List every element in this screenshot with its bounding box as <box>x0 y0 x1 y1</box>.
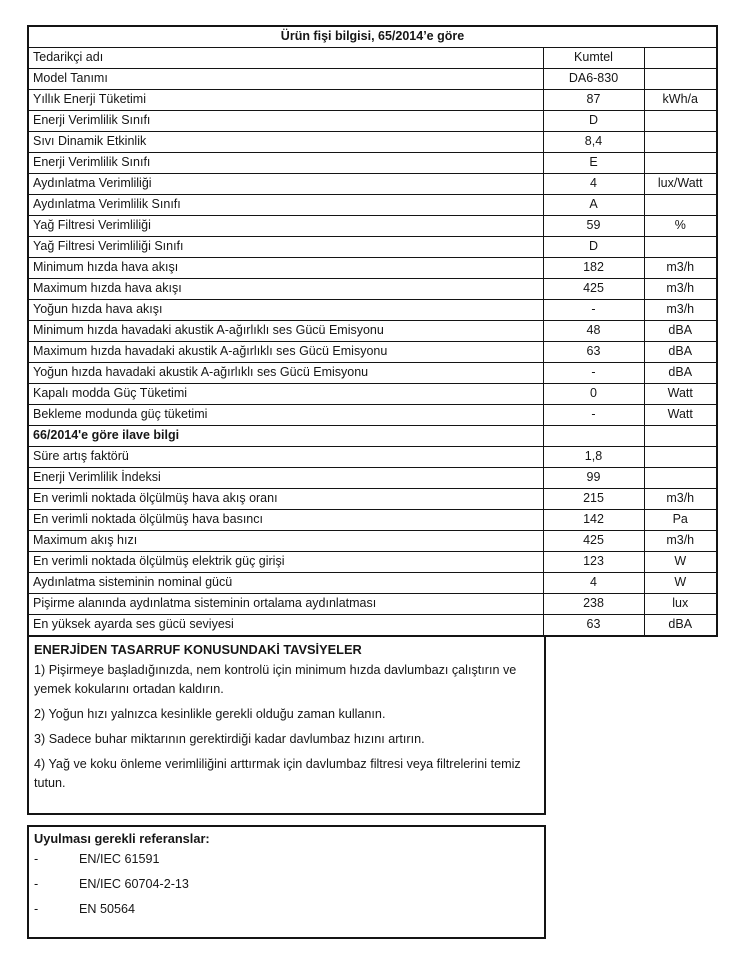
reference-item <box>34 852 537 866</box>
fiche-row <box>28 615 717 637</box>
fiche-row <box>28 594 717 615</box>
fiche-row-value: D <box>543 237 644 258</box>
fiche-row <box>28 531 717 552</box>
advice-list <box>34 661 537 792</box>
fiche-row-unit: W <box>644 573 717 594</box>
reference-text: EN/IEC 60704-2-13 <box>79 876 189 891</box>
fiche-row-value: 238 <box>543 594 644 615</box>
fiche-row-label: Kapalı modda Güç Tüketimi <box>28 384 543 405</box>
fiche-row-label: Minimum hızda havadaki akustik A-ağırlıklı ses Gücü Emisyonu <box>28 321 543 342</box>
reference-text: EN/IEC 61591 <box>79 851 160 866</box>
fiche-title: Ürün fişi bilgisi, 65/2014’e göre <box>28 26 717 48</box>
fiche-row-unit: lux <box>644 594 717 615</box>
fiche-row <box>28 132 717 153</box>
fiche-row-value: - <box>543 300 644 321</box>
fiche-row-label: En verimli noktada ölçülmüş hava akış oranı <box>28 489 543 510</box>
fiche-row-value: 4 <box>543 573 644 594</box>
fiche-row-value: 87 <box>543 90 644 111</box>
fiche-row <box>28 153 717 174</box>
fiche-row <box>28 237 717 258</box>
fiche-row <box>28 342 717 363</box>
fiche-row <box>28 489 717 510</box>
fiche-row-value: 48 <box>543 321 644 342</box>
fiche-row-unit: m3/h <box>644 279 717 300</box>
fiche-row <box>28 300 717 321</box>
fiche-row <box>28 363 717 384</box>
fiche-row-label: 66/2014'e göre ilave bilgi <box>28 426 543 447</box>
fiche-row-label: Yağ Filtresi Verimliliği <box>28 216 543 237</box>
energy-saving-advice-box <box>27 635 546 815</box>
fiche-row-label: En verimli noktada ölçülmüş elektrik güç girişi <box>28 552 543 573</box>
fiche-row-unit <box>644 468 717 489</box>
fiche-row-unit <box>644 48 717 69</box>
references-box <box>27 825 546 939</box>
fiche-row-unit: dBA <box>644 363 717 384</box>
reference-dash: - <box>34 851 39 866</box>
fiche-row-unit: % <box>644 216 717 237</box>
fiche-row-unit: Pa <box>644 510 717 531</box>
fiche-row-value: A <box>543 195 644 216</box>
fiche-row-value: 59 <box>543 216 644 237</box>
fiche-row-value: DA6-830 <box>543 69 644 90</box>
fiche-row <box>28 426 717 447</box>
fiche-row-value: D <box>543 111 644 132</box>
reference-dash: - <box>34 901 39 916</box>
reference-item <box>34 877 537 891</box>
fiche-row-label: Süre artış faktörü <box>28 447 543 468</box>
fiche-row-unit: m3/h <box>644 531 717 552</box>
advice-item: 4) Yağ ve koku önleme verimliliğini arttırmak için davlumbaz filtresi veya filtrelerini temiz tutun. <box>34 756 521 790</box>
fiche-row <box>28 258 717 279</box>
references-heading: Uyulması gerekli referanslar: <box>34 830 210 846</box>
fiche-row-label: Yoğun hızda havadaki akustik A-ağırlıklı ses Gücü Emisyonu <box>28 363 543 384</box>
fiche-row-value: 425 <box>543 279 644 300</box>
fiche-row-label: Maximum akış hızı <box>28 531 543 552</box>
fiche-row-value: - <box>543 405 644 426</box>
fiche-row-label: Sıvı Dinamik Etkinlik <box>28 132 543 153</box>
fiche-title-row <box>28 26 717 48</box>
fiche-row-label: Aydınlatma Verimlilik Sınıfı <box>28 195 543 216</box>
fiche-row <box>28 573 717 594</box>
fiche-row-unit: Watt <box>644 384 717 405</box>
fiche-row <box>28 447 717 468</box>
advice-item: 1) Pişirmeye başladığınızda, nem kontrolü için minimum hızda davlumbazı çalıştırın ve yemek kokularını ortadan kaldırın. <box>34 663 517 697</box>
fiche-row-unit: kWh/a <box>644 90 717 111</box>
fiche-row <box>28 384 717 405</box>
fiche-row-label: Enerji Verimlilik Sınıfı <box>28 111 543 132</box>
advice-item: 3) Sadece buhar miktarının gerektirdiği kadar davlumbaz hızını artırın. <box>34 731 425 746</box>
fiche-row-value: 63 <box>543 615 644 637</box>
fiche-row <box>28 279 717 300</box>
fiche-row-unit: m3/h <box>644 258 717 279</box>
fiche-row-label: Aydınlatma Verimliliği <box>28 174 543 195</box>
fiche-row-label: Maximum hızda hava akışı <box>28 279 543 300</box>
fiche-row-label: Bekleme modunda güç tüketimi <box>28 405 543 426</box>
fiche-row-value: Kumtel <box>543 48 644 69</box>
fiche-row-label: Model Tanımı <box>28 69 543 90</box>
fiche-row-label: En yüksek ayarda ses gücü seviyesi <box>28 615 543 637</box>
fiche-row-value: 99 <box>543 468 644 489</box>
fiche-row-label: Maximum hızda havadaki akustik A-ağırlıklı ses Gücü Emisyonu <box>28 342 543 363</box>
fiche-row <box>28 195 717 216</box>
fiche-row-value: 63 <box>543 342 644 363</box>
fiche-row <box>28 90 717 111</box>
fiche-row <box>28 174 717 195</box>
fiche-row-label: Aydınlatma sisteminin nominal gücü <box>28 573 543 594</box>
fiche-row <box>28 69 717 90</box>
fiche-row-unit: lux/Watt <box>644 174 717 195</box>
fiche-row-label: Yoğun hızda hava akışı <box>28 300 543 321</box>
fiche-row-unit <box>644 426 717 447</box>
product-fiche-content <box>27 25 717 939</box>
fiche-row-value: 215 <box>543 489 644 510</box>
fiche-row-value: 182 <box>543 258 644 279</box>
fiche-row <box>28 552 717 573</box>
fiche-row-value: 8,4 <box>543 132 644 153</box>
fiche-row-value: E <box>543 153 644 174</box>
advice-heading: ENERJİDEN TASARRUF KONUSUNDAKİ TAVSİYELER <box>34 642 362 657</box>
fiche-row <box>28 111 717 132</box>
fiche-row-unit <box>644 111 717 132</box>
fiche-row-value: 123 <box>543 552 644 573</box>
fiche-row <box>28 405 717 426</box>
reference-text: EN 50564 <box>79 901 136 916</box>
reference-dash: - <box>34 876 39 891</box>
fiche-row-value <box>543 426 644 447</box>
product-fiche-table <box>27 25 718 637</box>
fiche-row-unit <box>644 195 717 216</box>
fiche-row-unit <box>644 69 717 90</box>
reference-item <box>34 902 537 916</box>
fiche-row <box>28 468 717 489</box>
fiche-row-value: 0 <box>543 384 644 405</box>
fiche-row-value: 425 <box>543 531 644 552</box>
fiche-row-value: 4 <box>543 174 644 195</box>
fiche-row <box>28 510 717 531</box>
fiche-row-label: Minimum hızda hava akışı <box>28 258 543 279</box>
fiche-row-value: 142 <box>543 510 644 531</box>
fiche-row-unit <box>644 132 717 153</box>
fiche-row-unit: m3/h <box>644 489 717 510</box>
fiche-row-unit: m3/h <box>644 300 717 321</box>
fiche-row-unit: dBA <box>644 342 717 363</box>
fiche-row-unit <box>644 153 717 174</box>
fiche-row-label: Pişirme alanında aydınlatma sisteminin ortalama aydınlatması <box>28 594 543 615</box>
product-fiche-rows <box>28 26 717 636</box>
fiche-row-unit <box>644 237 717 258</box>
fiche-row <box>28 48 717 69</box>
fiche-row <box>28 216 717 237</box>
fiche-row-unit: dBA <box>644 321 717 342</box>
fiche-row-value: 1,8 <box>543 447 644 468</box>
fiche-row-label: Enerji Verimlilik İndeksi <box>28 468 543 489</box>
fiche-row-label: En verimli noktada ölçülmüş hava basıncı <box>28 510 543 531</box>
references-list <box>34 852 537 916</box>
fiche-row-value: - <box>543 363 644 384</box>
fiche-row-label: Yağ Filtresi Verimliliği Sınıfı <box>28 237 543 258</box>
fiche-row-unit <box>644 447 717 468</box>
fiche-row <box>28 321 717 342</box>
fiche-row-label: Enerji Verimlilik Sınıfı <box>28 153 543 174</box>
fiche-row-unit: W <box>644 552 717 573</box>
advice-item: 2) Yoğun hızı yalnızca kesinlikle gerekli olduğu zaman kullanın. <box>34 706 386 721</box>
fiche-row-label: Yıllık Enerji Tüketimi <box>28 90 543 111</box>
fiche-row-label: Tedarikçi adı <box>28 48 543 69</box>
fiche-row-unit: dBA <box>644 615 717 637</box>
fiche-row-unit: Watt <box>644 405 717 426</box>
